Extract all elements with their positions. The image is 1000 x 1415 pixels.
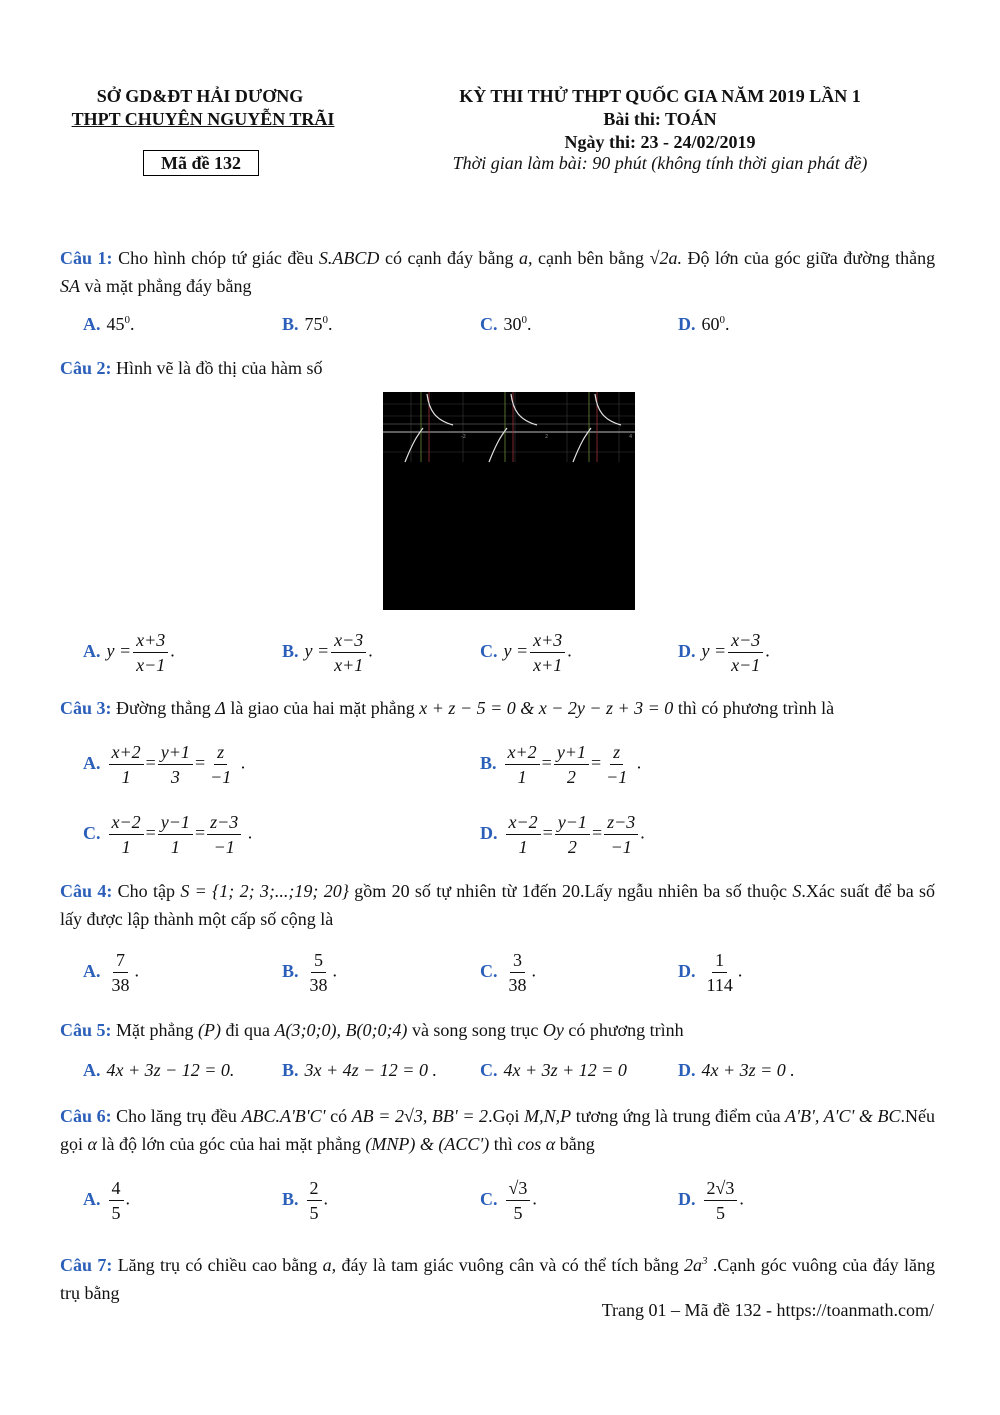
question-text: bằng <box>559 1134 595 1154</box>
math-expr: cos α <box>517 1134 556 1154</box>
question-1 <box>60 244 935 300</box>
question-text: có phương trình <box>568 1020 684 1040</box>
question-text: đáy là tam giác vuông cân và có thể tích bằng <box>341 1255 679 1275</box>
question-2 <box>60 354 935 382</box>
question-text: đi qua <box>225 1020 270 1040</box>
question-text: là độ lớn của góc của hai mặt phẳng <box>101 1134 361 1154</box>
exam-title: KỲ THI THỬ THPT QUỐC GIA NĂM 2019 LẦN 1 <box>459 86 861 106</box>
math-expr: M,N,P <box>524 1106 572 1126</box>
math-expr: AB = 2√3, BB' = 2 <box>351 1106 489 1126</box>
q6-option-a: A. $\frac{4}{5}$ . <box>83 1178 130 1223</box>
question-text: cạnh bên bằng <box>538 248 645 268</box>
q2-option-a: A. y = $\frac{x+3}{x-1}$ . <box>83 630 175 675</box>
q3-option-a: A. $\frac{x+2}{1}$ = $\frac{y+1}{3}$ = $\frac{z}{-1}$ . <box>83 742 246 787</box>
question-text: Lăng trụ có chiều cao bằng <box>117 1255 318 1275</box>
q2-option-c: C. y = $\frac{x+3}{x+1}$ . <box>480 630 572 675</box>
q4-option-a: A. $\frac{7}{38}$ . <box>83 950 139 995</box>
q5-option-a: A. 4x + 3z − 12 = 0. <box>83 1060 235 1080</box>
question-text: .Nếu gọi <box>60 1106 935 1154</box>
question-text: Cho hình chóp tứ giác đều <box>118 248 314 268</box>
math-expr: (P) <box>198 1020 221 1040</box>
q6-option-c: C. $\frac{√3}{5}$ . <box>480 1178 537 1223</box>
question-label: Câu 3: <box>60 698 112 718</box>
question-text: tương ứng là trung điểm của <box>575 1106 781 1126</box>
exam-code-box: Mã đề 132 <box>143 150 259 176</box>
exam-duration: Thời gian làm bài: 90 phút (không tính thời gian phát đề) <box>452 153 868 173</box>
question-text: và song song trục <box>411 1020 539 1040</box>
function-graph-image <box>383 392 635 610</box>
question-text: .Gọi <box>488 1106 520 1126</box>
question-label: Câu 2: <box>60 358 112 378</box>
math-expr: SA <box>60 276 80 296</box>
department-name: SỞ GD&ĐT HẢI DƯƠNG <box>96 86 304 106</box>
math-expr: a, <box>519 248 533 268</box>
math-expr: S <box>792 881 802 901</box>
math-expr: √2a. <box>649 248 682 268</box>
question-text: Cho tập <box>117 881 175 901</box>
svg-text:2: 2 <box>545 434 549 440</box>
graph-svg <box>383 392 635 610</box>
question-text: Độ lớn của góc giữa đường thẳng <box>687 248 936 268</box>
q5-option-d: D. 4x + 3z = 0 . <box>678 1060 795 1080</box>
question-3 <box>60 694 935 722</box>
question-label: Câu 7: <box>60 1255 113 1275</box>
svg-text:-2: -2 <box>461 434 466 440</box>
q1-option-b: B. $75^0$. <box>282 314 333 334</box>
q5-option-b: B. 3x + 4z − 12 = 0 . <box>282 1060 437 1080</box>
question-text: và mặt phẳng đáy bằng <box>84 276 252 296</box>
question-text: Hình vẽ là đồ thị của hàm số <box>116 358 323 378</box>
school-name: THPT CHUYÊN NGUYỄN TRÃI <box>71 109 335 129</box>
question-text: .Cạnh góc vuông của đáy lăng trụ bằng <box>60 1255 936 1303</box>
math-expr: ABC.A'B'C' <box>241 1106 326 1126</box>
exam-subject: Bài thi: TOÁN <box>603 109 717 129</box>
question-label: Câu 6: <box>60 1106 112 1126</box>
question-text: gồm 20 số tự nhiên từ 1đến 20.Lấy ngẫu nhiên ba số thuộc <box>354 881 787 901</box>
math-expr: x + z − 5 = 0 & x − 2y − z + 3 = 0 <box>419 698 674 718</box>
question-text: có <box>330 1106 348 1126</box>
question-text: Mặt phẳng <box>116 1020 194 1040</box>
q3-option-b: B. $\frac{x+2}{1}$ = $\frac{y+1}{2}$ = $\frac{z}{-1}$ . <box>480 742 642 787</box>
question-text: là giao của hai mặt phẳng <box>230 698 415 718</box>
math-expr: A(3;0;0), B(0;0;4) <box>274 1020 408 1040</box>
q4-option-d: D. $\frac{1}{114}$ . <box>678 950 743 995</box>
q1-option-a: A. $45^0$. <box>83 314 135 334</box>
svg-text:4: 4 <box>629 434 633 440</box>
q2-option-d: D. y = $\frac{x-3}{x-1}$ . <box>678 630 770 675</box>
question-label: Câu 5: <box>60 1020 112 1040</box>
q6-option-d: D. $\frac{2√3}{5}$ . <box>678 1178 744 1223</box>
math-expr: Oy <box>542 1020 564 1040</box>
page-footer: Trang 01 – Mã đề 132 - https://toanmath.com/ <box>601 1300 934 1320</box>
q1-option-c: C. $30^0$. <box>480 314 532 334</box>
q3-option-d: D. $\frac{x-2}{1}$ = $\frac{y-1}{2}$ = $\frac{z-3}{-1}$ . <box>480 812 645 857</box>
math-expr: A'B', A'C' & BC <box>785 1106 901 1126</box>
question-label: Câu 4: <box>60 881 113 901</box>
exam-date: Ngày thi: 23 - 24/02/2019 <box>564 132 756 152</box>
q4-option-b: B. $\frac{5}{38}$ . <box>282 950 338 995</box>
question-text: Cho lăng trụ đều <box>116 1106 237 1126</box>
q4-option-c: C. $\frac{3}{38}$ . <box>480 950 536 995</box>
math-expr: S.ABCD <box>318 248 380 268</box>
math-expr: (MNP) & (ACC') <box>365 1134 490 1154</box>
q3-option-c: C. $\frac{x-2}{1}$ = $\frac{y-1}{1}$ = $\frac{z-3}{-1}$ . <box>83 812 253 857</box>
question-text: thì có phương trình là <box>677 698 835 718</box>
question-5 <box>60 1016 935 1044</box>
question-label: Câu 1: <box>60 248 113 268</box>
question-7 <box>60 1247 935 1307</box>
question-text: thì <box>493 1134 513 1154</box>
question-text: có cạnh đáy bằng <box>384 248 514 268</box>
math-expr: α <box>87 1134 97 1154</box>
math-expr: S = {1; 2; 3;...;19; 20} <box>180 881 349 901</box>
math-expr: a, <box>322 1255 337 1275</box>
q1-option-d: D. $60^0$. <box>678 314 730 334</box>
math-expr: Δ <box>215 698 226 718</box>
question-text: .Xác suất để ba số lấy được lập thành một cấp số cộng là <box>60 881 936 929</box>
question-4 <box>60 877 935 933</box>
q2-option-b: B. y = $\frac{x-3}{x+1}$ . <box>282 630 373 675</box>
question-6 <box>60 1102 935 1158</box>
question-text: Đường thẳng <box>116 698 211 718</box>
math-expr: $2a^3$ <box>684 1255 708 1275</box>
q5-option-c: C. 4x + 3z + 12 = 0 <box>480 1060 627 1080</box>
q6-option-b: B. $\frac{2}{5}$ . <box>282 1178 329 1223</box>
